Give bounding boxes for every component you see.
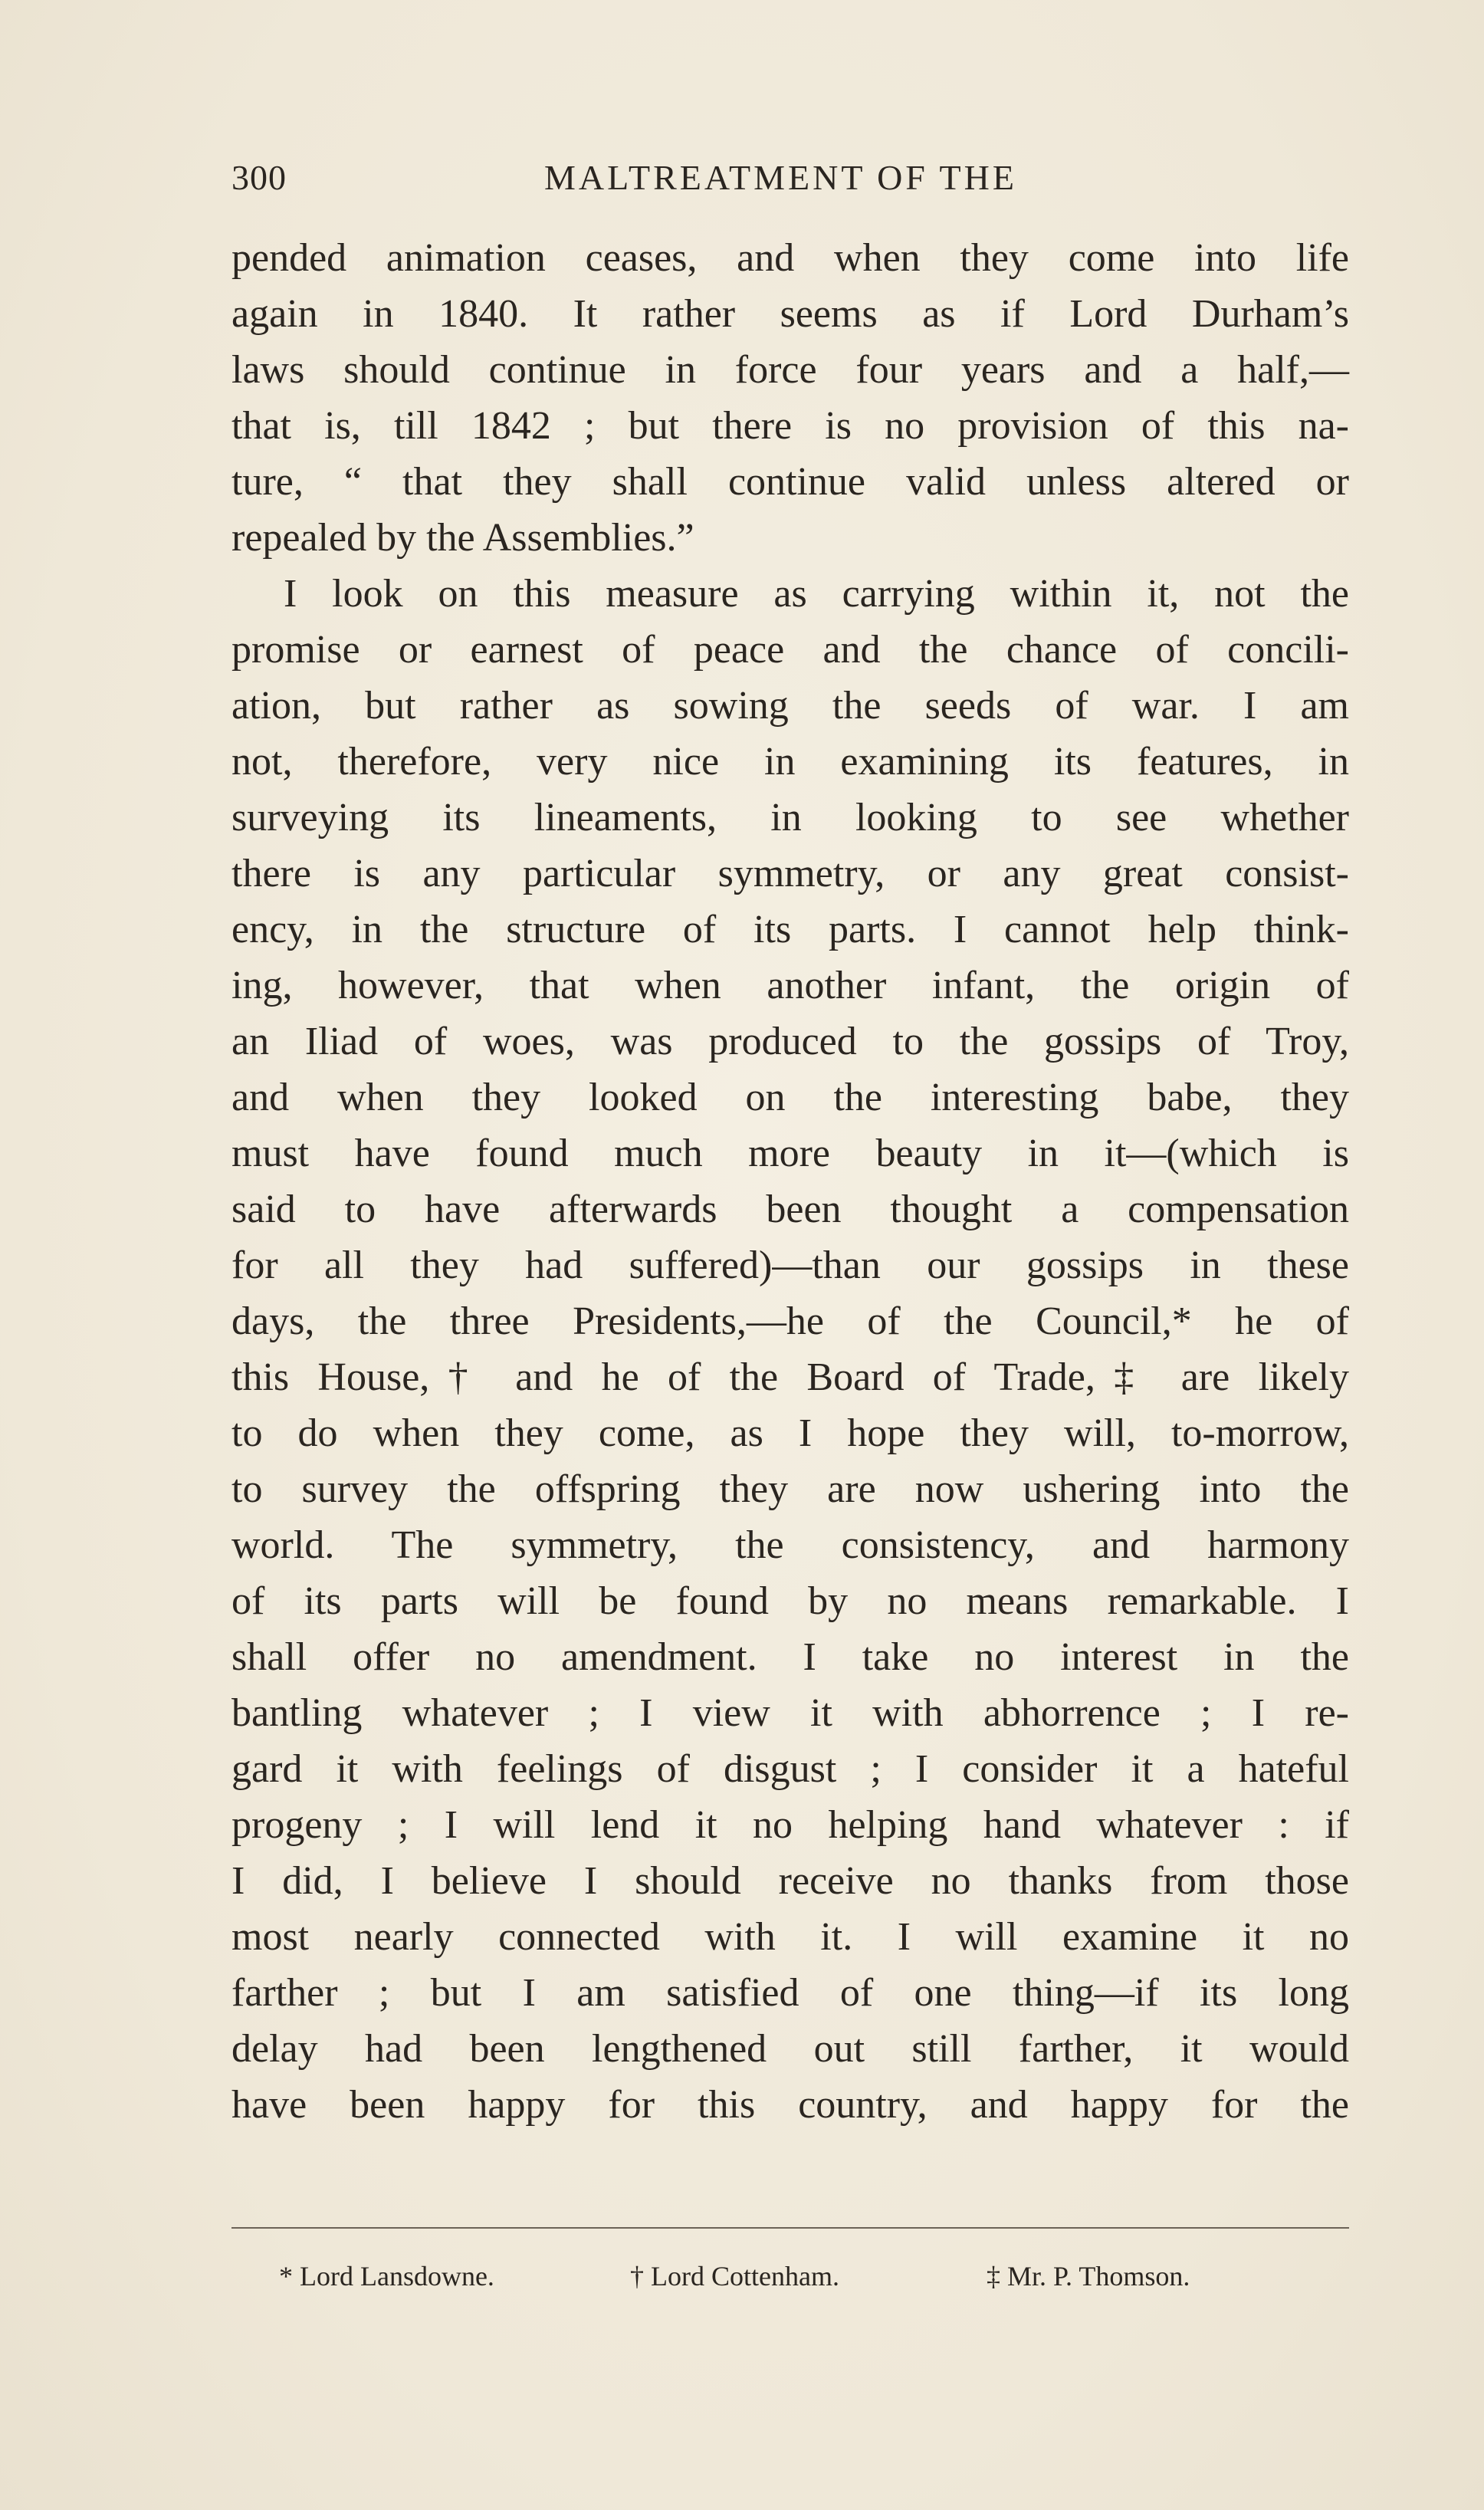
text-line: world. The symmetry, the consistency, and harmony — [231, 1523, 1349, 1567]
page-header — [231, 157, 1351, 211]
text-line: that is, till 1842 ; but there is no provision of this na- — [231, 404, 1349, 448]
text-line: I look on this measure as carrying within it, not the — [284, 572, 1349, 616]
text-line: of its parts will be found by no means remarkable. I — [231, 1579, 1349, 1623]
text-line: this House,† and he of the Board of Trade,‡ are likely — [231, 1355, 1349, 1399]
text-line: an Iliad of woes, was produced to the gossips of Troy, — [231, 1020, 1349, 1063]
text-line: have been happy for this country, and happy for the — [231, 2083, 1349, 2127]
text-line: I did, I believe I should receive no thanks from those — [231, 1859, 1349, 1903]
text-line: ation, but rather as sowing the seeds of war. I am — [231, 684, 1349, 728]
footnotes — [231, 2260, 1349, 2306]
footnote-rule — [231, 2227, 1349, 2229]
text-line: bantling whatever ; I view it with abhorrence ; I re- — [231, 1691, 1349, 1735]
text-line: progeny ; I will lend it no helping hand whatever : if — [231, 1803, 1349, 1847]
text-line: ency, in the structure of its parts. I cannot help think- — [231, 908, 1349, 951]
text-line: gard it with feelings of disgust ; I consider it a hateful — [231, 1747, 1349, 1791]
running-head: MALTREATMENT OF THE — [544, 158, 1017, 197]
page-number: 300 — [231, 158, 287, 197]
body-text — [231, 230, 1349, 2133]
footnote-lansdowne: * Lord Lansdowne. — [279, 2261, 494, 2292]
text-line: ture, “ that they shall continue valid unless altered or — [231, 460, 1349, 504]
text-line: shall offer no amendment. I take no interest in the — [231, 1635, 1349, 1679]
text-line: for all they had suffered)—than our gossips in these — [231, 1244, 1349, 1287]
text-line: there is any particular symmetry, or any great consist- — [231, 852, 1349, 895]
text-line: farther ; but I am satisfied of one thing—if its long — [231, 1971, 1349, 2015]
footnote-cottenham: † Lord Cottenham. — [630, 2261, 839, 2292]
text-line: not, therefore, very nice in examining its features, in — [231, 740, 1349, 784]
text-line: and when they looked on the interesting babe, they — [231, 1076, 1349, 1119]
text-line: most nearly connected with it. I will examine it no — [231, 1915, 1349, 1959]
text-line: repealed by the Assemblies.” — [231, 516, 694, 560]
text-line: to survey the offspring they are now ushering into the — [231, 1467, 1349, 1511]
text-line: pended animation ceases, and when they come into life — [231, 236, 1349, 280]
text-line: must have found much more beauty in it—(which is — [231, 1132, 1349, 1175]
text-line: days, the three Presidents,—he of the Council,* he of — [231, 1299, 1349, 1343]
text-line: ing, however, that when another infant, the origin of — [231, 964, 1349, 1007]
text-line: said to have afterwards been thought a compensation — [231, 1188, 1349, 1231]
text-line: surveying its lineaments, in looking to see whether — [231, 796, 1349, 839]
text-line: again in 1840. It rather seems as if Lord Durham’s — [231, 292, 1349, 336]
text-line: promise or earnest of peace and the chance of concili- — [231, 628, 1349, 672]
text-line: laws should continue in force four years and a half,— — [231, 348, 1349, 392]
text-line: delay had been lengthened out still farther, it would — [231, 2027, 1349, 2071]
text-line: to do when they come, as I hope they will, to-morrow, — [231, 1411, 1349, 1455]
footnote-thomson: ‡ Mr. P. Thomson. — [987, 2261, 1190, 2292]
